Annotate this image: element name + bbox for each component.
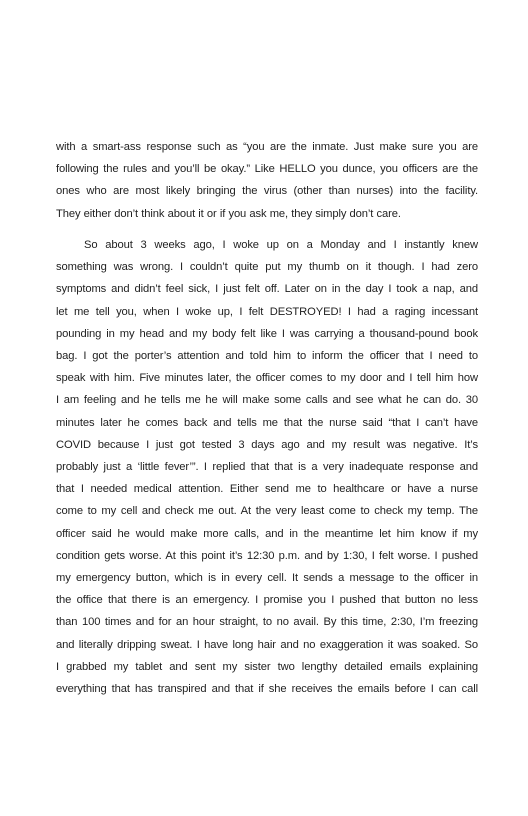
paragraph-line: They either don’t think about it or if you ask me, they simply don’t care. — [56, 207, 401, 220]
paragraph-line: So about 3 weeks ago, I woke up on a Monday and I instantly knew — [84, 239, 478, 251]
paragraph-line: probably just a ‘little fever’”. I replied that that is a very inadequate response and — [56, 461, 478, 474]
paragraph-2 — [56, 234, 478, 700]
paragraph-line: let me tell you, when I woke up, I felt DESTROYED! I had a raging incessant — [56, 305, 478, 318]
paragraph-line: something was wrong. I couldn’t quite put my thumb on it though. I had zero — [56, 261, 478, 274]
paragraph-line: COVID because I just got tested 3 days ago and my result was negative. It’s — [56, 438, 478, 451]
paragraph-line: officer said he would make more calls, and in the meantime let him know if my — [56, 527, 478, 540]
paragraph-line: everything that has transpired and that if she receives the emails before I can call — [56, 683, 478, 696]
paragraph-line: symptoms and didn’t feel sick, I just felt off. Later on in the day I took a nap, and — [56, 283, 478, 296]
paragraph-line: come to my cell and check me out. At the very least come to check my temp. The — [56, 505, 478, 518]
paragraph-line: ones who are most likely bringing the virus (other than nurses) into the facility. — [56, 185, 478, 198]
paragraph-line: bag. I got the porter’s attention and told him to inform the officer that I need to — [56, 350, 478, 363]
paragraph-line: and literally dripping sweat. I have long hair and no exaggeration it was soaked. So — [56, 638, 478, 651]
paragraph-line: with a smart-ass response such as “you are the inmate. Just make sure you are — [56, 141, 478, 153]
paragraph-1 — [56, 136, 478, 225]
paragraph-line: speak with him. Five minutes later, the officer comes to my door and I tell him how — [56, 372, 478, 385]
paragraph-line: than 100 times and for an hour straight, to no avail. By this time, 2:30, I’m freezing — [56, 616, 478, 629]
paragraph-line: following the rules and you’ll be okay.” Like HELLO you dunce, you officers are the — [56, 163, 478, 176]
paragraph-line: pounding in my head and my body felt like I was carrying a thousand-pound book — [56, 327, 478, 340]
paragraph-line: I am feeling and he tells me he will make some calls and see what he can do. 30 — [56, 394, 478, 407]
paragraph-line: my emergency button, which is in every cell. It sends a message to the officer in — [56, 572, 478, 585]
paragraph-line: minutes later he comes back and tells me that the nurse said “that I can’t have — [56, 416, 478, 429]
paragraph-line: that I needed medical attention. Either send me to healthcare or have a nurse — [56, 483, 478, 496]
paragraph-line: I grabbed my tablet and sent my sister two lengthy detailed emails explaining — [56, 660, 478, 673]
paragraph-line: the office that there is an emergency. I promise you I pushed that button no less — [56, 594, 478, 607]
paragraph-line: condition gets worse. At this point it’s 12:30 p.m. and by 1:30, I felt worse. I pushed — [56, 549, 478, 562]
